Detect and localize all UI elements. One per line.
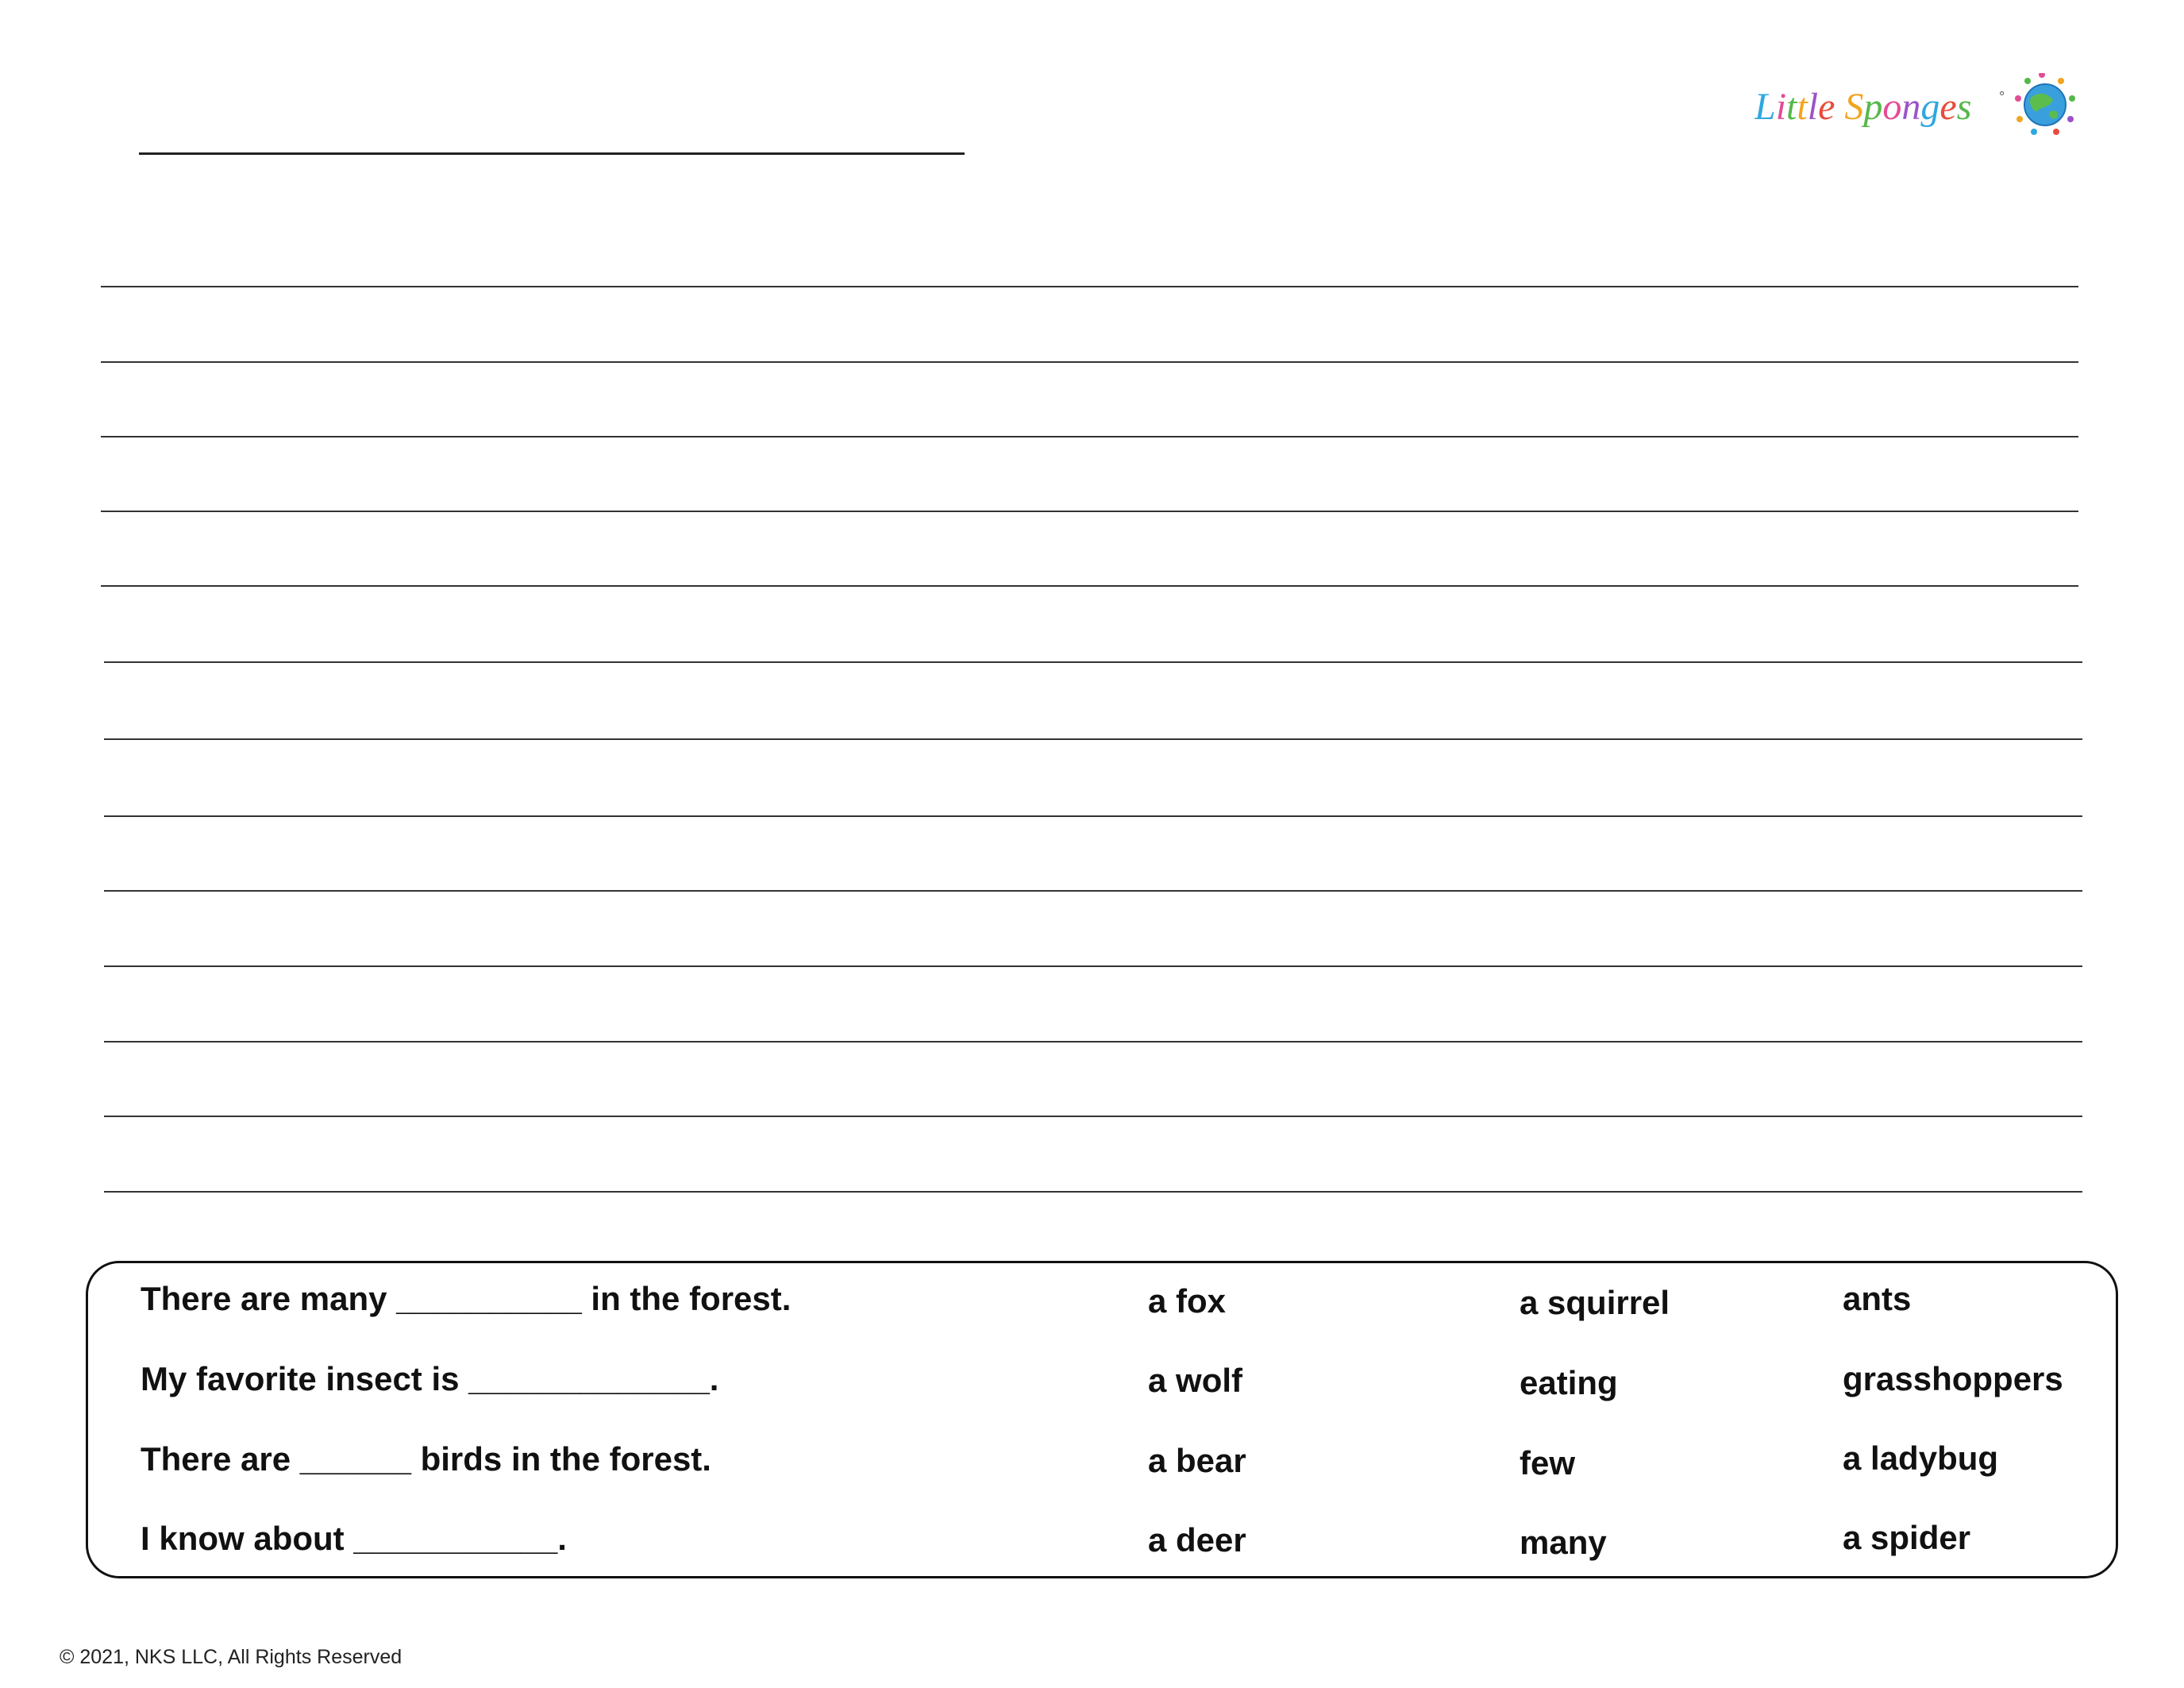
word-bank-item: a ladybug (1843, 1439, 1999, 1477)
word-bank-item: a deer (1148, 1521, 1246, 1559)
word-bank-item: a squirrel (1520, 1284, 1670, 1321)
word-bank-item: a fox (1148, 1282, 1227, 1320)
word-bank-item: a wolf (1148, 1362, 1243, 1399)
word-bank-item: eating (1520, 1364, 1618, 1401)
writing-line[interactable] (101, 286, 2078, 287)
writing-line[interactable] (104, 661, 2082, 663)
logo-letter: t (1797, 86, 1808, 128)
writing-line[interactable] (104, 965, 2082, 967)
logo-letter (1835, 86, 1844, 128)
logo-letter: o (1882, 86, 1902, 128)
globe-icon (2015, 73, 2075, 135)
logo-letter: t (1786, 86, 1797, 128)
logo-letter: e (1818, 86, 1835, 128)
writing-line[interactable] (104, 1041, 2082, 1042)
word-bank-item: a bear (1148, 1442, 1246, 1479)
writing-line[interactable] (101, 511, 2078, 512)
sentence-starter: There are ______ birds in the forest. (141, 1440, 711, 1478)
sentence-starter: My favorite insect is _____________. (141, 1360, 719, 1397)
logo-art (1755, 73, 2088, 145)
logo-letter: e (1939, 86, 1957, 128)
logo-letter: L (1755, 86, 1776, 128)
writing-line[interactable] (101, 585, 2078, 587)
brand-logo (1755, 73, 2088, 145)
logo-trademark: ° (1999, 89, 2005, 105)
logo-letter: S (1844, 86, 1864, 128)
word-bank-item: grasshoppers (1843, 1360, 2063, 1397)
logo-letter: g (1920, 86, 1940, 128)
word-bank-item: a spider (1843, 1519, 1971, 1556)
logo-letter: s (1956, 86, 1972, 128)
writing-line[interactable] (104, 890, 2082, 892)
sentence-starter: There are many __________ in the forest. (141, 1280, 792, 1317)
logo-text (1755, 86, 1971, 128)
copyright-notice: © 2021, NKS LLC, All Rights Reserved (60, 1646, 403, 1668)
writing-line[interactable] (101, 361, 2078, 363)
word-bank-item: few (1520, 1444, 1576, 1482)
writing-line[interactable] (104, 815, 2082, 817)
writing-line[interactable] (104, 1116, 2082, 1117)
writing-line[interactable] (101, 436, 2078, 437)
logo-letter: p (1863, 86, 1883, 128)
logo-letter: n (1901, 86, 1921, 128)
writing-line[interactable] (104, 1191, 2082, 1193)
logo-letter: l (1807, 86, 1819, 128)
logo-letter: i (1775, 86, 1787, 128)
word-bank-item: ants (1843, 1280, 1912, 1317)
word-bank-item: many (1520, 1524, 1607, 1561)
name-line[interactable] (139, 152, 965, 155)
sentence-starter: I know about ___________. (141, 1520, 567, 1557)
writing-line[interactable] (104, 738, 2082, 740)
